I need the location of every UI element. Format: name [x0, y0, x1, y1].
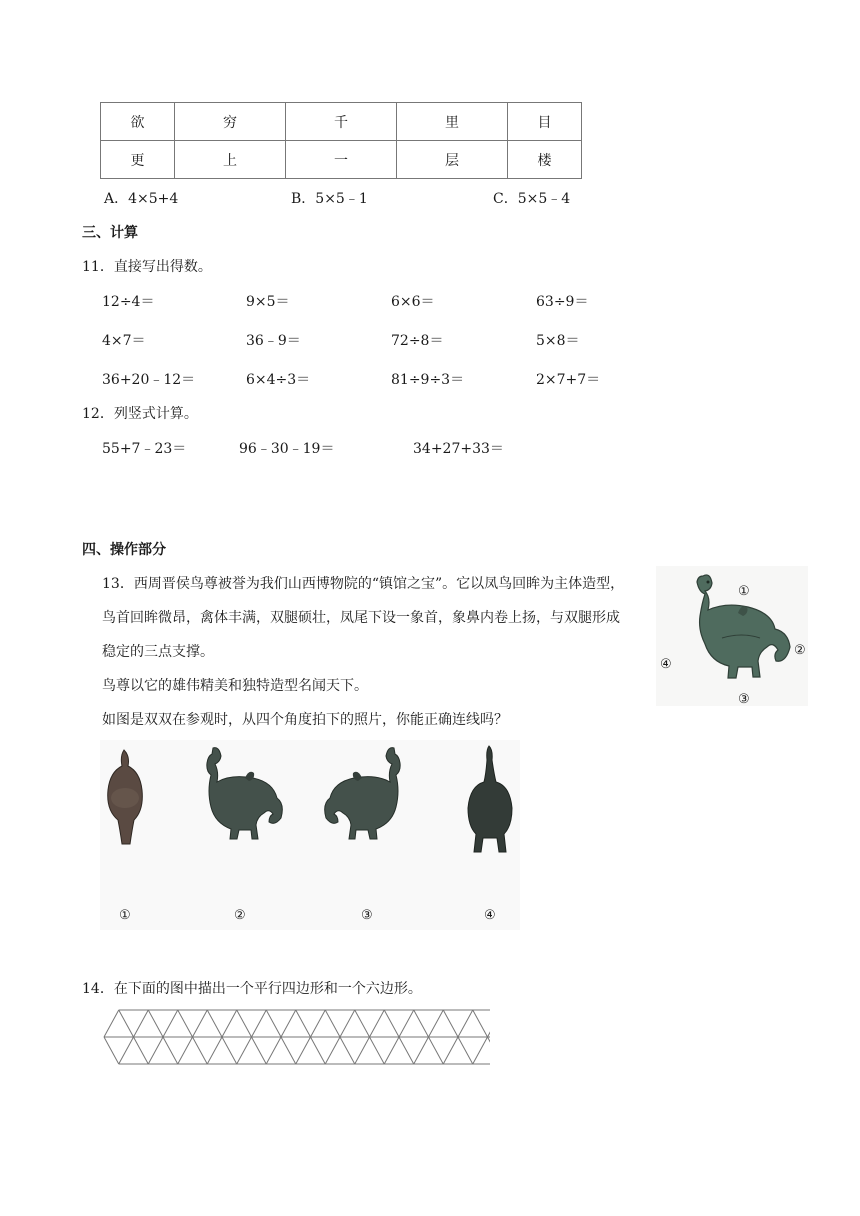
grid-line: [252, 1037, 267, 1064]
calc-item: 36+20﹣12＝: [102, 372, 196, 388]
table-cell: 层: [397, 141, 508, 179]
vessel-photo-3: [322, 744, 412, 859]
grid-line: [266, 1037, 281, 1064]
grid-line: [148, 1010, 163, 1037]
photo-label-4: ④: [484, 908, 496, 923]
reference-vessel-image: [656, 566, 808, 706]
photo-label-1: ①: [119, 908, 131, 923]
grid-line: [311, 1010, 326, 1037]
calc-item: 4×7＝: [102, 333, 146, 349]
table-cell: 更: [101, 141, 175, 179]
grid-line: [443, 1010, 458, 1037]
photo-strip: [100, 740, 520, 930]
grid-line: [119, 1010, 134, 1037]
calc-item: 36﹣9＝: [246, 333, 301, 349]
vessel-photo-4: [462, 744, 518, 859]
calc-item: 2×7+7＝: [536, 372, 601, 388]
vessel-photo-2: [195, 744, 285, 859]
section-heading-operation: 四、操作部分: [82, 542, 166, 558]
grid-line: [473, 1037, 488, 1064]
grid-line: [178, 1010, 193, 1037]
section-heading-calc: 三、计算: [82, 225, 138, 241]
grid-line: [473, 1010, 488, 1037]
vessel-photo-1: [100, 748, 150, 858]
grid-line: [237, 1010, 252, 1037]
photo-label-2: ②: [234, 908, 246, 923]
grid-line: [399, 1010, 414, 1037]
grid-line: [325, 1010, 340, 1037]
table-cell: 穷: [175, 103, 286, 141]
vertical-calc-item: 96﹣30﹣19＝: [239, 441, 335, 457]
table-row: [101, 141, 582, 179]
triangle-grid[interactable]: [100, 1008, 490, 1068]
grid-line: [355, 1037, 370, 1064]
grid-line: [281, 1037, 296, 1064]
table-cell: 一: [286, 141, 397, 179]
calc-item: 63÷9＝: [536, 294, 589, 310]
table-cell: 欲: [101, 103, 175, 141]
grid-line: [384, 1010, 399, 1037]
table-row: [101, 103, 582, 141]
q11-title: 11．直接写出得数。: [82, 259, 212, 275]
q13-text-line: 13．西周晋侯鸟尊被誉为我们山西博物院的“镇馆之宝”。它以凤鸟回眸为主体造型，: [102, 576, 625, 592]
grid-line: [429, 1037, 444, 1064]
q13-text-line: 鸟尊以它的雄伟精美和独特造型名闻天下。: [102, 678, 368, 694]
q12-title: 12．列竖式计算。: [82, 406, 198, 422]
table-cell: 里: [397, 103, 508, 141]
grid-line: [178, 1037, 193, 1064]
grid-line: [429, 1010, 444, 1037]
option-c[interactable]: C．5×5﹣4: [493, 191, 571, 207]
grid-line: [222, 1010, 237, 1037]
q13-text-line: 稳定的三点支撑。: [102, 644, 214, 660]
grid-line: [193, 1037, 208, 1064]
grid-line: [311, 1037, 326, 1064]
grid-line: [458, 1037, 473, 1064]
calc-item: 81÷9÷3＝: [391, 372, 465, 388]
grid-line: [414, 1037, 429, 1064]
grid-line: [163, 1037, 178, 1064]
table-cell: 千: [286, 103, 397, 141]
grid-line: [207, 1037, 222, 1064]
viewpoint-label-1: ①: [738, 584, 750, 599]
q13-text-line: 鸟首回眸微昂，禽体丰满，双腿硕壮，凤尾下设一象首，象鼻内卷上扬，与双腿形成: [102, 610, 620, 626]
grid-line: [488, 1037, 491, 1064]
viewpoint-label-3: ③: [738, 692, 750, 707]
q14-title: 14．在下面的图中描出一个平行四边形和一个六边形。: [82, 981, 422, 997]
grid-line: [281, 1010, 296, 1037]
grid-line: [340, 1010, 355, 1037]
grid-line: [488, 1010, 491, 1037]
vertical-calc-item: 55+7﹣23＝: [102, 441, 187, 457]
grid-line: [325, 1037, 340, 1064]
option-b[interactable]: B．5×5﹣1: [291, 191, 368, 207]
grid-line: [134, 1037, 149, 1064]
grid-line: [222, 1037, 237, 1064]
calc-item: 6×4÷3＝: [246, 372, 311, 388]
grid-line: [340, 1037, 355, 1064]
grid-line: [414, 1010, 429, 1037]
grid-line: [384, 1037, 399, 1064]
grid-line: [104, 1010, 119, 1037]
calc-item: 5×8＝: [536, 333, 580, 349]
vertical-calc-item: 34+27+33＝: [413, 441, 504, 457]
grid-line: [399, 1037, 414, 1064]
grid-line: [443, 1037, 458, 1064]
table-cell: 楼: [508, 141, 582, 179]
table-cell: 目: [508, 103, 582, 141]
grid-line: [252, 1010, 267, 1037]
grid-line: [163, 1010, 178, 1037]
q13-text-line: 如图是双双在参观时，从四个角度拍下的照片，你能正确连线吗？: [102, 712, 508, 728]
grid-line: [458, 1010, 473, 1037]
viewpoint-label-2: ②: [794, 643, 806, 658]
grid-line: [296, 1010, 311, 1037]
grid-line: [148, 1037, 163, 1064]
grid-line: [296, 1037, 311, 1064]
calc-item: 12÷4＝: [102, 294, 155, 310]
option-a[interactable]: A．4×5+4: [104, 191, 179, 207]
grid-line: [266, 1010, 281, 1037]
calc-item: 9×5＝: [246, 294, 290, 310]
grid-line: [193, 1010, 208, 1037]
grid-line: [119, 1037, 134, 1064]
grid-line: [104, 1037, 119, 1064]
grid-line: [207, 1010, 222, 1037]
grid-line: [355, 1010, 370, 1037]
grid-line: [237, 1037, 252, 1064]
grid-line: [370, 1037, 385, 1064]
calc-item: 6×6＝: [391, 294, 435, 310]
viewpoint-label-4: ④: [660, 657, 672, 672]
grid-line: [370, 1010, 385, 1037]
grid-line: [134, 1010, 149, 1037]
calc-item: 72÷8＝: [391, 333, 444, 349]
photo-label-3: ③: [361, 908, 373, 923]
table-cell: 上: [175, 141, 286, 179]
poem-table: [100, 102, 582, 179]
